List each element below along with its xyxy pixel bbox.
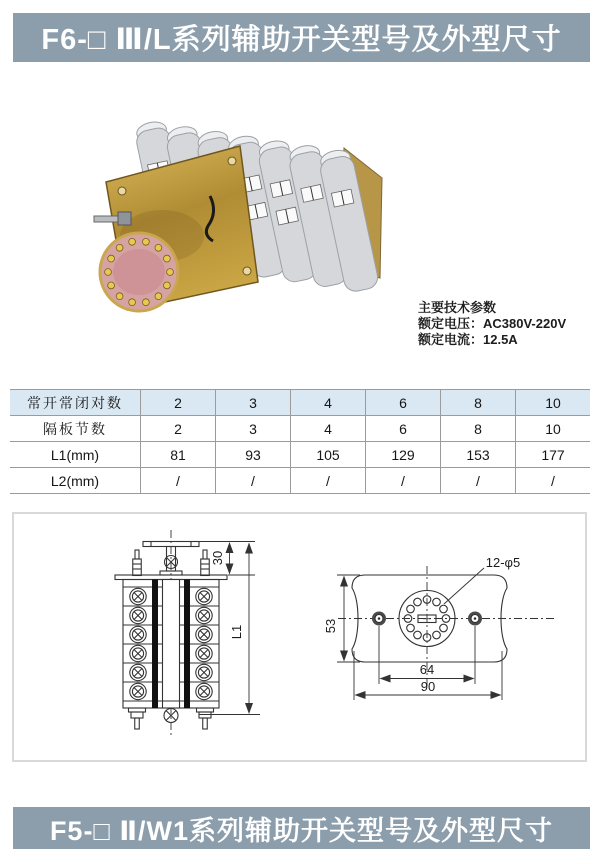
cell: 2 [140,416,215,441]
cell: 3 [215,390,290,415]
tech-params-title: 主要技术参数 [418,300,497,315]
cell: 4 [290,390,365,415]
dim-label-90: 90 [420,679,436,694]
cell: / [440,468,515,493]
cell: / [365,468,440,493]
cell: / [515,468,590,493]
rated-current: 额定电流：12.5A [418,332,518,347]
cell: 105 [290,442,365,467]
cell: 129 [365,442,440,467]
cell: / [290,468,365,493]
cell: 8 [440,416,515,441]
spec-table [10,389,590,494]
dimension-drawings [12,512,587,762]
cell: 81 [140,442,215,467]
cell: 8 [440,390,515,415]
product-photo [92,86,402,314]
cell: 6 [365,390,440,415]
dim-label-L1: L1 [229,624,244,640]
table-row-L1 [10,442,590,468]
row-label: L2(mm) [50,472,100,489]
bottom-series-banner: F5-□ Ⅱ/W1系列辅助开关型号及外型尺寸 [13,807,590,849]
cell: 93 [215,442,290,467]
cell: 177 [515,442,590,467]
table-row-L2 [10,468,590,494]
dim-label-30: 30 [210,550,225,566]
cell: / [215,468,290,493]
rated-voltage: 额定电压：AC380V-220V [418,316,567,331]
cell: / [140,468,215,493]
cell: 10 [515,390,590,415]
table-row-partitions [10,416,590,442]
top-series-banner: F6-□ Ⅲ/L系列辅助开关型号及外型尺寸 [13,13,590,62]
row-label: 隔板节数 [43,420,107,437]
tech-params [418,300,566,348]
table-row-contacts [10,389,590,416]
cell: 153 [440,442,515,467]
flange-disc [100,233,178,311]
mount-view-drawing [337,566,554,700]
row-label: 常开常闭对数 [27,394,123,411]
dim-label-64: 64 [419,662,435,677]
cell: 4 [290,416,365,441]
cell: 2 [140,390,215,415]
dim-label-53: 53 [323,618,338,634]
dim-label-holes: 12-φ5 [485,555,521,570]
cell: 10 [515,416,590,441]
row-label: L1(mm) [50,446,100,463]
cell: 3 [215,416,290,441]
cell: 6 [365,416,440,441]
